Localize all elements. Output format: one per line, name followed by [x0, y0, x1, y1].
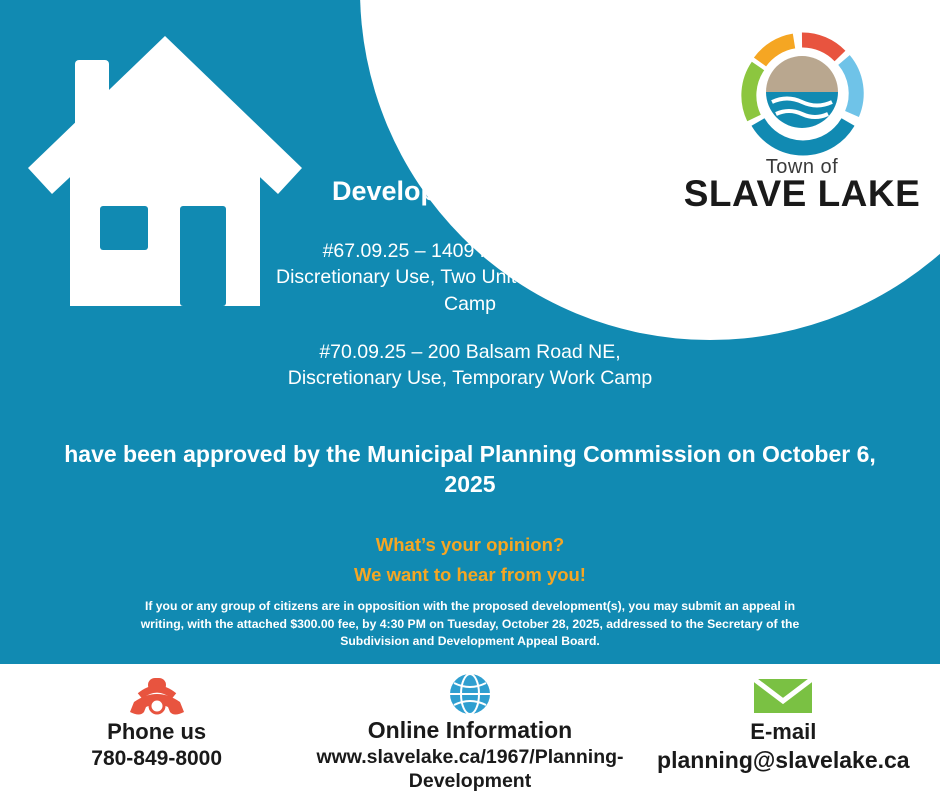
footer-phone-block [0, 664, 313, 788]
footer-online-url[interactable]: www.slavelake.ca/1967/Planning-Development [316, 745, 624, 793]
contact-footer [0, 664, 940, 793]
globe-icon [448, 672, 492, 716]
footer-online-label: Online Information [367, 717, 573, 743]
telephone-icon [126, 672, 188, 718]
list-item: #67.09.25 – 1409 Main Street NE, Discretionary Use, Two Unit Temporary Work Camp [276, 240, 664, 315]
envelope-icon [750, 672, 816, 718]
footer-phone-number[interactable]: 780-849-8000 [91, 746, 223, 770]
footer-email-label: E-mail [750, 719, 817, 744]
logo-town-name: SLAVE LAKE [683, 173, 921, 214]
footer-email-block [627, 664, 940, 788]
footer-email-address[interactable]: planning@slavelake.ca [657, 746, 910, 773]
opinion-line-1: What’s your opinion? [375, 534, 565, 555]
approval-statement: have been approved by the Municipal Planning Commission on October 6, 2025 [64, 441, 876, 497]
appeal-fineprint: If you or any group of citizens are in opposition with the proposed development(s), you may submit an appeal in writing, with the attached $300.00 fee, by 4:30 PM on Tuesday, October 28, 2025, addressed to the Secretary of the Subdivision and Development Appeal Board. [140, 599, 800, 649]
opinion-line-2: We want to hear from you! [354, 563, 586, 585]
logo-town-of-text: Town of [765, 156, 839, 178]
permit-list [272, 238, 668, 414]
page-title: Development Permits [331, 176, 609, 206]
footer-online-block [313, 664, 626, 793]
footer-phone-label: Phone us [107, 719, 207, 744]
opinion-callout [120, 530, 820, 590]
list-item: #70.09.25 – 200 Balsam Road NE, Discretionary Use, Temporary Work Camp [287, 340, 653, 390]
